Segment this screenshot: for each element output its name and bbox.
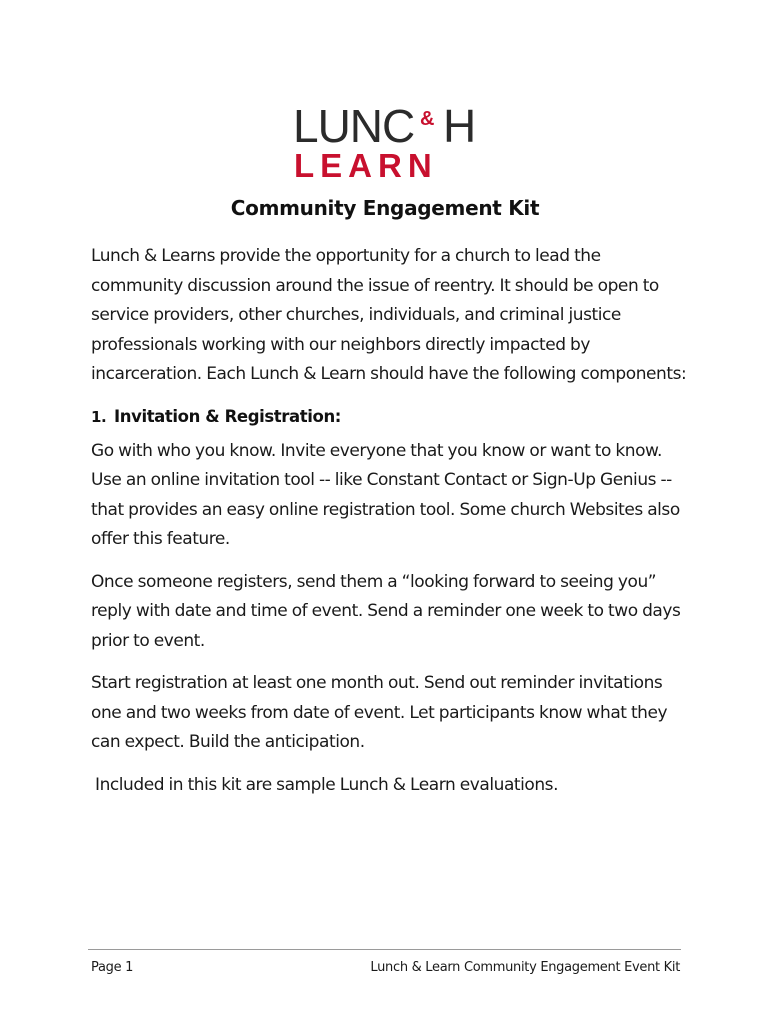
logo-text-lunc: LUNC <box>293 100 415 152</box>
section-heading <box>91 403 691 431</box>
paragraph-once-registered: Once someone registers, send them a “looking forward to seeing you” reply with date and time of event. Send a reminder one week to two days prior to event. <box>91 571 681 651</box>
footer-divider <box>88 949 681 950</box>
intro-paragraph: Lunch & Learns provide the opportunity for a church to lead the community discussion around the issue of reentry. It should be open to service providers, other churches, individuals, and criminal justice professionals working with our neighbors directly impacted by incarceration. Each Lunch & Learn should have the following components: <box>91 246 687 384</box>
logo-text-learn: LEARN <box>294 147 438 180</box>
paragraph-go-with-who-you-know: Go with who you know. Invite everyone that you know or want to know. Use an online invitation tool -- like Constant Contact or Sign-Up Genius -- that provides an easy online registration tool. Some church Websites also offer this feature. <box>91 440 680 549</box>
lunch-and-learn-logo <box>291 100 487 180</box>
paragraph-included-evaluations: Included in this kit are sample Lunch & Learn evaluations. <box>95 774 559 795</box>
footer-page-number: Page 1 <box>91 960 134 975</box>
paragraph-start-registration: Start registration at least one month out. Send out reminder invitations one and two weeks from date of event. Let participants know what they can expect. Build the anticipation. <box>91 673 668 752</box>
section-title: Invitation & Registration: <box>114 406 341 426</box>
logo-text-h: H <box>443 100 477 152</box>
document-body <box>91 242 691 813</box>
footer-document-title: Lunch & Learn Community Engagement Event Kit <box>370 960 680 975</box>
logo-ampersand: & <box>420 108 435 130</box>
page-title: Community Engagement Kit <box>230 196 540 220</box>
section-number: 1. <box>91 407 107 426</box>
